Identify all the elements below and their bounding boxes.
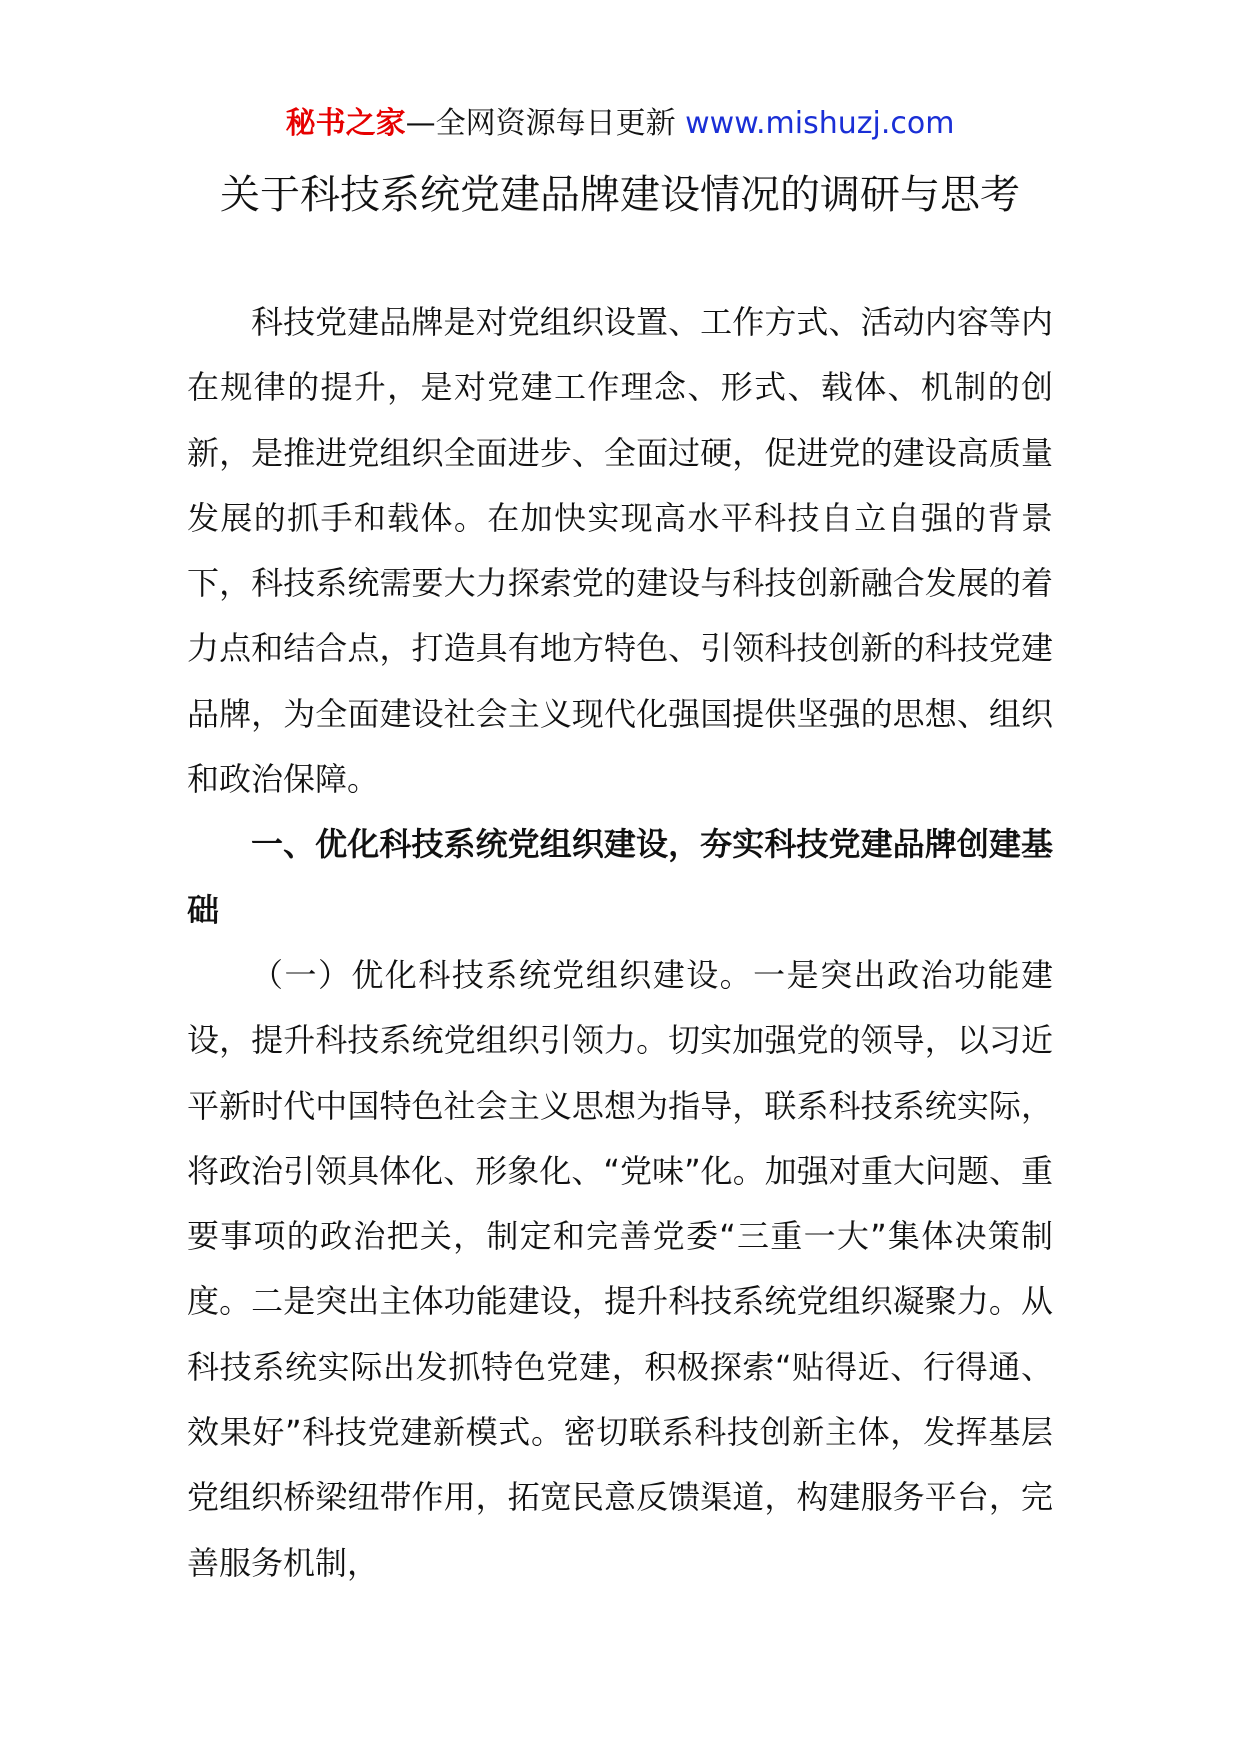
header-slogan: —全网资源每日更新 <box>405 106 676 141</box>
site-url-link[interactable]: www.mishuzj.com <box>685 106 955 141</box>
subsection-paragraph-1: （一）优化科技系统党组织建设。一是突出政治功能建设，提升科技系统党组织引领力。切实加强党的领导，以习近平新时代中国特色社会主义思想为指导，联系科技系统实际，将政治引领具体化、形象化、“党味”化。加强对重大问题、重要事项的政治把关，制定和完善党委“三重一大”集体决策制度。二是突出主体功能建设，提升科技系统党组织凝聚力。从科技系统实际出发抓特色党建，积极探索“贴得近、行得通、效果好”科技党建新模式。密切联系科技创新主体，发挥基层党组织桥梁纽带作用，拓宽民意反馈渠道，构建服务平台，完善服务机制， <box>187 955 1053 1582</box>
document-title: 关于科技系统党建品牌建设情况的调研与思考 <box>220 172 1020 218</box>
section-heading-1: 一、优化科技系统党组织建设，夯实科技党建品牌创建基础 <box>187 825 1053 929</box>
header-banner <box>0 100 1240 148</box>
intro-paragraph: 科技党建品牌是对党组织设置、工作方式、活动内容等内在规律的提升，是对党建工作理念、形式、载体、机制的创新，是推进党组织全面进步、全面过硬，促进党的建设高质量发展的抓手和载体。在加快实现高水平科技自立自强的背景下，科技系统需要大力探索党的建设与科技创新融合发展的着力点和结合点，打造具有地方特色、引领科技创新的科技党建品牌，为全面建设社会主义现代化强国提供坚强的思想、组织和政治保障。 <box>187 303 1053 799</box>
document-body <box>187 290 1053 1596</box>
brand-name: 秘书之家 <box>285 106 406 141</box>
